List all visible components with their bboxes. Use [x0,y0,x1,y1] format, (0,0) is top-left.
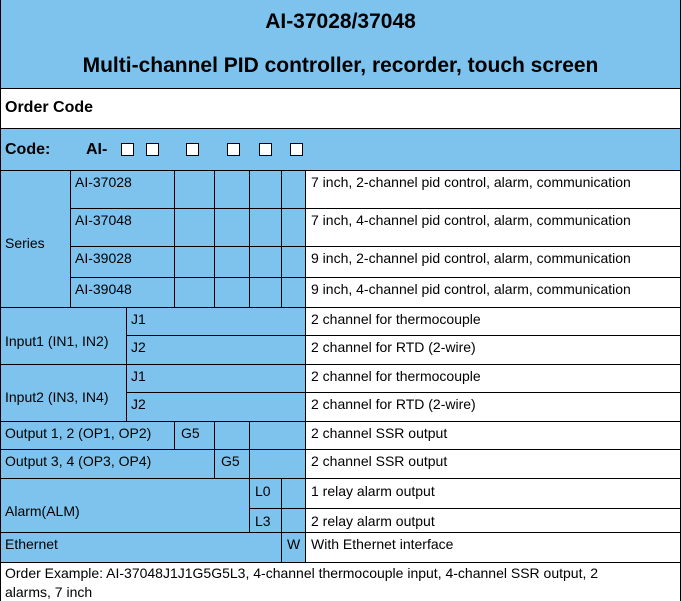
grid-line [70,246,681,247]
series-model-4: AI-39048 [75,281,132,297]
output12-code: G5 [181,425,200,441]
order-example-line1: Order Example: AI-37048J1J1G5G5L3, 4-channel thermocouple input, 4-channel SSR output, 2 [5,565,599,581]
code-box-alarm [290,143,303,156]
series-model-1: AI-37028 [75,174,132,190]
grid-line [70,170,71,307]
series-desc-3: 9 inch, 2-channel pid control, alarm, communication [311,250,631,266]
output34-label: Output 3, 4 (OP3, OP4) [5,453,152,469]
grid-line [126,335,681,336]
input2-label: Input2 (IN3, IN4) [5,389,109,405]
input2-desc-j2: 2 channel for RTD (2-wire) [311,396,476,412]
grid-line [249,421,250,449]
output12-desc: 2 channel SSR output [311,425,448,441]
code-box-output [259,143,272,156]
grid-line [214,449,215,478]
grid-line [281,478,282,532]
series-model-2: AI-37048 [75,212,132,228]
grid-line [281,532,282,562]
grid-line [174,170,175,307]
grid-line [0,88,681,89]
input2-code-j2: J2 [131,396,146,412]
output34-code: G5 [221,453,240,469]
series-desc-4: 9 inch, 4-channel pid control, alarm, communication [311,281,631,297]
code-box-series [121,143,134,156]
input2-desc-j1: 2 channel for thermocouple [311,368,481,384]
alarm-desc-l0: 1 relay alarm output [311,483,435,499]
series-desc-2: 7 inch, 4-channel pid control, alarm, communication [311,212,631,228]
input2-code-j1: J1 [131,368,146,384]
code-label: Code: [5,141,51,158]
ethernet-code: W [287,536,301,552]
grid-line [174,421,175,449]
grid-line [0,0,1,601]
input1-code-j2: J2 [131,339,146,355]
series-label: Series [5,235,45,251]
output34-desc: 2 channel SSR output [311,453,448,469]
ethernet-label: Ethernet [5,536,58,552]
description-column [305,170,681,562]
grid-line [0,128,681,129]
grid-line [126,392,681,393]
alarm-code-l3: L3 [255,513,271,529]
grid-line [0,364,681,365]
grid-line [249,449,250,478]
grid-line [0,449,681,450]
table-title: AI-37028/37048 [0,0,681,44]
grid-line [0,307,681,308]
order-code-row [0,88,681,128]
grid-line [214,421,215,449]
code-row [0,128,681,170]
grid-line [0,562,681,563]
grid-line [214,170,215,307]
input1-code-j1: J1 [131,311,146,327]
grid-line [249,478,250,532]
alarm-desc-l3: 2 relay alarm output [311,513,435,529]
grid-line [0,478,681,479]
grid-line [126,307,127,421]
output12-label: Output 1, 2 (OP1, OP2) [5,425,152,441]
code-box-input1 [186,143,199,156]
input1-desc-j1: 2 channel for thermocouple [311,311,481,327]
ethernet-desc: With Ethernet interface [311,536,454,552]
series-model-3: AI-39028 [75,250,132,266]
code-box-input2 [227,143,240,156]
grid-line [249,170,250,307]
grid-line [0,170,681,171]
grid-line [0,532,681,533]
grid-line [70,277,681,278]
table-subtitle: Multi-channel PID controller, recorder, touch screen [0,44,681,88]
code-box-series-2 [146,143,159,156]
grid-line [281,170,282,307]
order-example-line2: alarms, 7 inch [5,584,93,600]
order-code-label: Order Code [5,99,94,116]
grid-line [70,208,681,209]
alarm-label: Alarm(ALM) [5,503,80,519]
grid-line [305,170,306,562]
grid-line [249,508,681,509]
input1-desc-j2: 2 channel for RTD (2-wire) [311,339,476,355]
code-prefix: AI- [86,141,108,158]
input1-label: Input1 (IN1, IN2) [5,333,109,349]
alarm-code-l0: L0 [255,483,271,499]
grid-line [0,421,681,422]
series-desc-1: 7 inch, 2-channel pid control, alarm, communication [311,174,631,190]
